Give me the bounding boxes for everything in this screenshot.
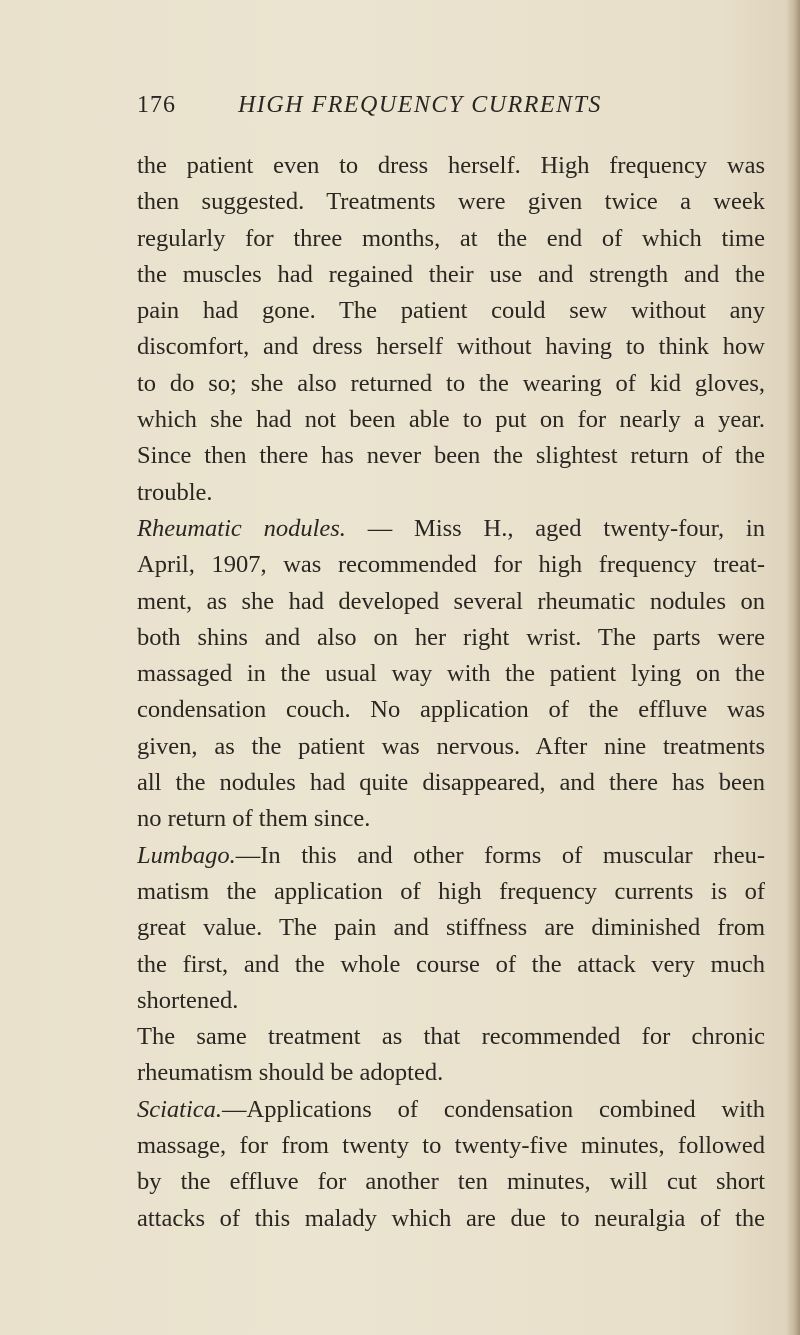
text-line: given, as the patient was nervous. After nine treatments: [137, 732, 765, 760]
text-line: pain had gone. The patient could sew without any: [137, 297, 765, 325]
section-lead-sciatica: Sciatica.: [137, 1095, 223, 1123]
text-line: shortened.: [137, 986, 239, 1014]
section-lead-lumbago: Lumbago.: [137, 841, 236, 869]
text-line: regularly for three months, at the end of which time: [137, 224, 765, 252]
text-line: both shins and also on her right wrist. The parts were: [137, 623, 765, 651]
text-line: to do so; she also returned to the wearing of kid gloves,: [137, 369, 765, 397]
text-line: attacks of this malady which are due to neuralgia of the: [137, 1204, 765, 1232]
text-line: rheumatism should be adopted.: [137, 1059, 444, 1087]
text-line: discomfort, and dress herself without having to think how: [137, 333, 765, 361]
text-line: condensation couch. No application of the effluve was: [137, 696, 765, 724]
text-line: the first, and the whole course of the attack very much: [137, 950, 765, 978]
page-number: 176: [137, 92, 176, 118]
text-line: Rheumatic nodules. — Miss H., aged twenty-four, in: [137, 514, 765, 542]
text-line: which she had not been able to put on for nearly a year.: [137, 406, 765, 434]
text-line: massaged in the usual way with the patient lying on the: [137, 660, 765, 688]
text-line: no return of them since.: [137, 805, 371, 833]
text-line: massage, for from twenty to twenty-five minutes, followed: [137, 1132, 765, 1160]
text-line: all the nodules had quite disappeared, and there has been: [137, 769, 765, 797]
body-text: [137, 148, 765, 1237]
text-line: April, 1907, was recommended for high frequency treat-: [137, 551, 765, 579]
text-line: great value. The pain and stiffness are diminished from: [137, 914, 765, 942]
text-line: then suggested. Treatments were given twice a week: [137, 188, 765, 216]
text-line: Sciatica.—Applications of condensation combined with: [137, 1095, 765, 1123]
text-line: Since then there has never been the slightest return of the: [137, 442, 765, 470]
section-lead-rheumatic-nodules: Rheumatic nodules.: [137, 514, 346, 542]
text-line: trouble.: [137, 478, 213, 506]
page-header: [0, 92, 800, 128]
text-line: Lumbago.—In this and other forms of muscular rheu-: [137, 841, 765, 869]
text-line: The same treatment as that recommended for chronic: [137, 1023, 765, 1051]
text-line: by the effluve for another ten minutes, will cut short: [137, 1168, 765, 1196]
text-line: ment, as she had developed several rheumatic nodules on: [137, 587, 765, 615]
text-line: the patient even to dress herself. High frequency was: [137, 152, 765, 179]
page-edge-shadow: [786, 0, 800, 1335]
running-head: HIGH FREQUENCY CURRENTS: [238, 92, 602, 118]
text-line: the muscles had regained their use and strength and the: [137, 260, 765, 288]
text-line: matism the application of high frequency currents is of: [137, 877, 765, 905]
